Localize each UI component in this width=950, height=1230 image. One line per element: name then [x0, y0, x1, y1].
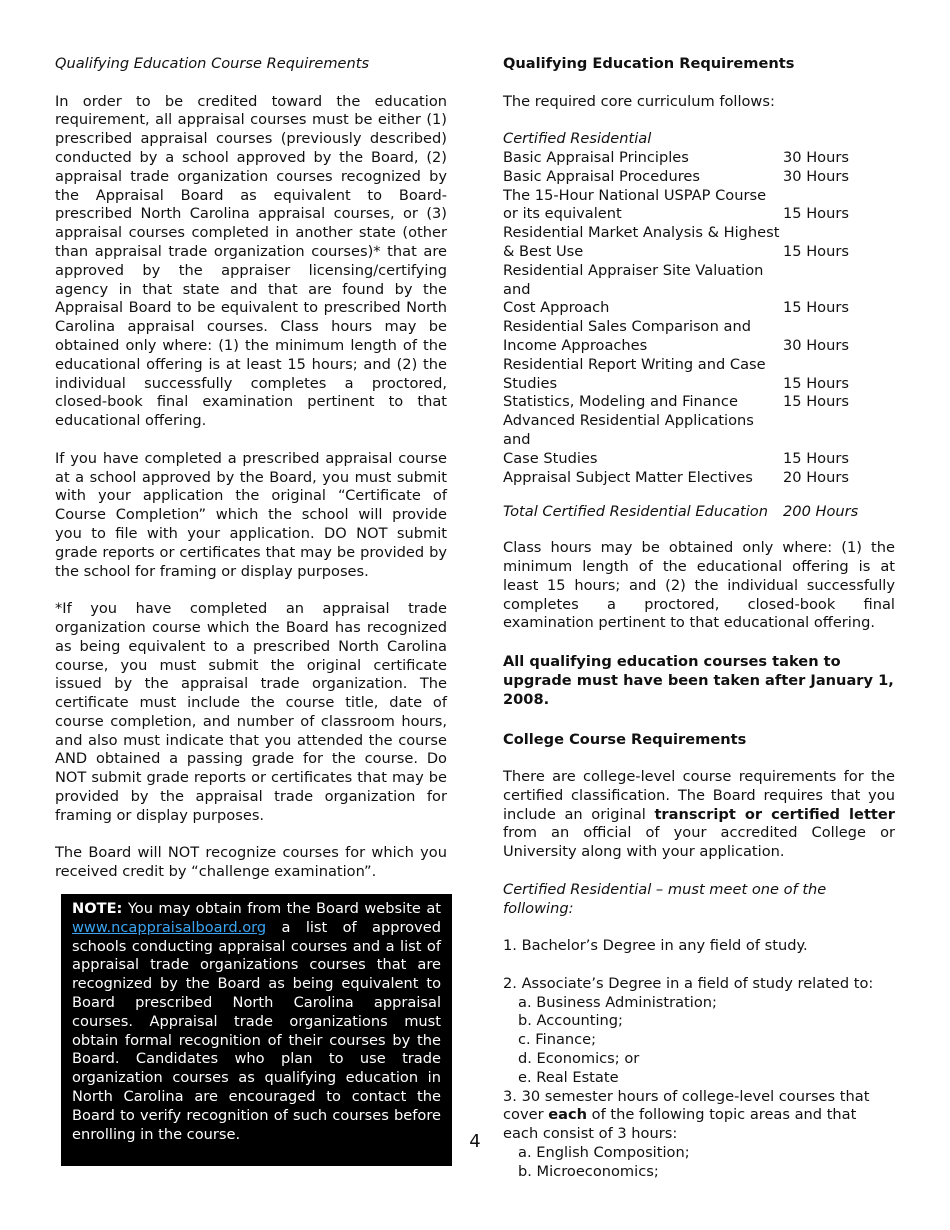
course-name: Residential Market Analysis & Highest	[503, 224, 780, 242]
option-3-pre: 3. 30 semester hours of college-level courses that cover	[503, 1087, 870, 1124]
board-website-link[interactable]: www.ncappraisalboard.org	[72, 918, 267, 936]
page-number: 4	[469, 1131, 481, 1152]
course-name-cont: Income Approaches	[503, 336, 648, 354]
course-name-cont: Studies	[503, 374, 558, 392]
course-name: Residential Appraiser Site Valuation and	[503, 261, 764, 298]
course-name: Appraisal Subject Matter Electives	[503, 468, 753, 486]
upgrade-notice: All qualifying education courses taken to upgrade must have been taken after January 1, 2008.	[503, 653, 894, 708]
note-box	[61, 894, 452, 1166]
course-name: The 15-Hour National USPAP Course	[503, 186, 767, 204]
course-name: Basic Appraisal Procedures	[503, 167, 700, 185]
class-hours-paragraph: Class hours may be obtained only where: (1) the minimum length of the educational offering is at least 15 hours; and (2) the individual successfully completes a proctored, closed-book final examination pertinent to that educational offering.	[503, 539, 895, 632]
college-requirements-paragraph	[503, 768, 895, 862]
course-hours: 30 Hours	[783, 336, 849, 354]
course-hours: 15 Hours	[783, 393, 849, 411]
course-hours: 30 Hours	[783, 167, 849, 185]
qualifying-education-heading: Qualifying Education Requirements	[503, 55, 795, 72]
course-hours: 30 Hours	[783, 148, 849, 166]
course-requirements-heading: Qualifying Education Course Requirements	[55, 55, 370, 72]
right-column	[503, 55, 895, 1182]
list-item: e. Real Estate	[518, 1068, 619, 1086]
course-hours: 20 Hours	[783, 468, 849, 486]
course-hours: 15 Hours	[783, 374, 849, 392]
education-requirement-paragraph: In order to be credited toward the education requirement, all appraisal courses must be either (1) prescribed appraisal courses (previously described) conducted by a school approved by the Board, (2) appraisal trade organization courses recognized by the Appraisal Board as equivalent to Board-prescribed North Carolina appraisal courses, or (3) appraisal courses completed in another state (other than appraisal trade organization courses)* that are approved by the appraiser licensing/certifying agency in that state and that are found by the Appraisal Board to be equivalent to prescribed North Carolina appraisal courses. Class hours may be obtained only where: (1) the minimum length of the educational offering is at least 15 hours; and (2) the individual successfully completes a proctored, closed-book final examination pertinent to that educational offering.	[55, 92, 447, 430]
course-name: Advanced Residential Applications and	[503, 412, 754, 448]
option-2-list	[503, 994, 895, 1088]
note-label: NOTE:	[72, 900, 123, 918]
college-course-heading: College Course Requirements	[503, 730, 747, 748]
course-name-cont: or its equivalent	[503, 205, 622, 223]
list-item: b. Microeconomics;	[518, 1162, 659, 1180]
list-item: c. Finance;	[518, 1031, 597, 1049]
course-hours: 15 Hours	[783, 205, 849, 223]
cr-options-label: Certified Residential – must meet one of the following:	[503, 880, 827, 917]
course-hours: 15 Hours	[783, 449, 849, 467]
college-text-pre: There are college-level course requirements for the certified classification. The Board requires that you include an original	[503, 768, 895, 823]
option-1: 1. Bachelor’s Degree in any field of study.	[503, 937, 808, 955]
total-hours: 200 Hours	[783, 503, 859, 521]
option-3-post: of the following topic areas and that each consist of 3 hours:	[503, 1106, 857, 1143]
left-column	[55, 55, 447, 1166]
course-name: Residential Report Writing and Case	[503, 355, 766, 373]
course-name: Basic Appraisal Principles	[503, 148, 689, 166]
list-item: a. English Composition;	[518, 1144, 690, 1162]
course-name-cont: Case Studies	[503, 449, 598, 467]
course-name: Residential Sales Comparison and	[503, 318, 751, 336]
total-row	[503, 503, 895, 522]
trade-organization-paragraph: *If you have completed an appraisal trade organization course which the Board has recognized as being equivalent to a prescribed North Carolina course, you must submit the original certificate issued by the appraisal trade organization. The certificate must include the course title, date of course completion, and number of classroom hours, and also must indicate that you attended the course AND obtained a passing grade for the course. Do NOT submit grade reports or certificates that may be provided by the appraisal trade organization for framing or display purposes.	[55, 600, 447, 824]
certificate-paragraph: If you have completed a prescribed appraisal course at a school approved by the Board, you must submit with your application the original “Certificate of Course Completion” which the school will provide you to file with your application. DO NOT submit grade reports or certificates that may be provided by the school for framing or display purposes.	[55, 449, 447, 580]
note-text-post: a list of approved schools conducting appraisal courses and a list of appraisal trade organizations courses that are recognized by the Board as being equivalent to Board prescribed North Carolina appraisal courses. Appraisal trade organizations must obtain formal recognition of their courses by the Board. Candidates who plan to use trade organization courses as qualifying education in North Carolina are encouraged to contact the Board to verify recognition of such courses before enrolling in the course.	[72, 918, 441, 1143]
course-name: Statistics, Modeling and Finance	[503, 393, 738, 411]
transcript-bold: transcript or certified letter	[654, 805, 895, 823]
certified-residential-label: Certified Residential	[503, 130, 652, 148]
college-text-post: from an official of your accredited College or University along with your application.	[503, 824, 895, 861]
challenge-exam-paragraph: The Board will NOT recognize courses for which you received credit by “challenge examination”.	[55, 844, 447, 881]
total-label: Total Certified Residential Education	[503, 503, 768, 521]
curriculum-table	[503, 149, 895, 487]
course-name-cont: & Best Use	[503, 242, 584, 260]
option-3-bold: each	[548, 1106, 588, 1124]
list-item: d. Economics; or	[518, 1050, 640, 1068]
list-item: a. Business Administration;	[518, 993, 717, 1011]
curriculum-intro: The required core curriculum follows:	[503, 92, 775, 110]
course-hours: 15 Hours	[783, 242, 849, 260]
list-item: b. Accounting;	[518, 1012, 623, 1030]
option-2: 2. Associate’s Degree in a field of study related to:	[503, 974, 874, 992]
note-text-pre: You may obtain from the Board website at	[122, 900, 441, 918]
course-hours: 15 Hours	[783, 299, 849, 317]
course-name-cont: Cost Approach	[503, 299, 610, 317]
